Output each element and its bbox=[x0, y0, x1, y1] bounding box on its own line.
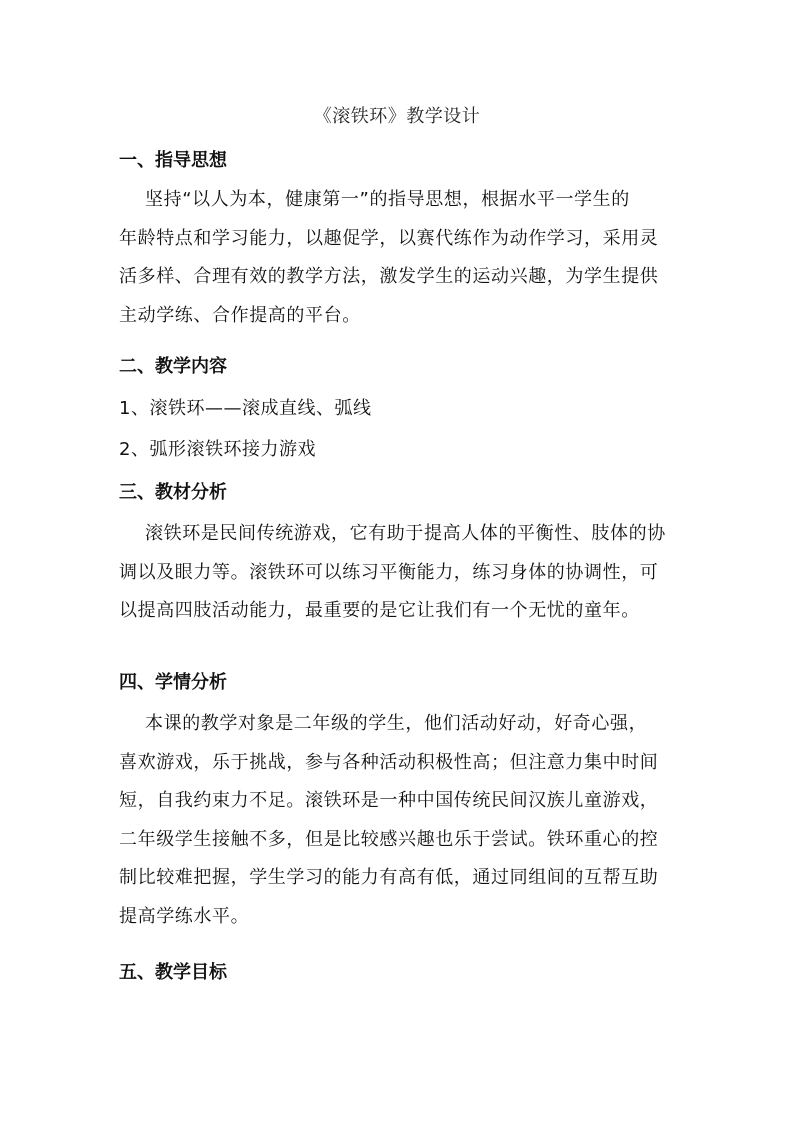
paragraph-line: 主动学练、合作提高的平台。 bbox=[119, 304, 361, 326]
section-heading-material-analysis: 三、教材分析 bbox=[119, 482, 227, 503]
paragraph-line: 坚持“以人为本，健康第一”的指导思想，根据水平一学生的 bbox=[145, 189, 630, 210]
section-heading-student-analysis: 四、学情分析 bbox=[119, 672, 227, 693]
paragraph-line: 提高学练水平。 bbox=[119, 905, 250, 927]
paragraph-line: 短，自我约束力不足。滚铁环是一种中国传统民间汉族儿童游戏， bbox=[119, 790, 659, 811]
paragraph-line: 以提高四肢活动能力，最重要的是它让我们有一个无忧的童年。 bbox=[119, 600, 640, 621]
section-heading-guiding-ideology: 一、指导思想 bbox=[119, 150, 227, 171]
section-heading-teaching-objectives: 五、教学目标 bbox=[119, 962, 227, 983]
section-paragraph-material-analysis bbox=[119, 515, 699, 631]
paragraph-line: 年龄特点和学习能力，以趣促学，以赛代练作为动作学习，采用灵 bbox=[119, 227, 659, 249]
content-item: 1、滚铁环——滚成直线、弧线 bbox=[119, 398, 372, 419]
section-heading-teaching-content: 二、教学内容 bbox=[119, 356, 227, 377]
content-item: 2、弧形滚铁环接力游戏 bbox=[119, 439, 316, 460]
paragraph-line: 活多样、合理有效的教学方法，激发学生的运动兴趣，为学生提供 bbox=[119, 266, 659, 287]
section-paragraph-guiding-ideology bbox=[119, 181, 679, 335]
paragraph-line: 喜欢游戏，乐于挑战，参与各种活动积极性高；但注意力集中时间 bbox=[119, 751, 659, 773]
document-title: 《滚铁环》教学设计 bbox=[313, 106, 481, 127]
paragraph-line: 本课的教学对象是二年级的学生，他们活动好动，好奇心强， bbox=[145, 713, 648, 734]
paragraph-line: 滚铁环是民间传统游戏，它有助于提高人体的平衡性、肢体的协 bbox=[145, 523, 666, 544]
section-paragraph-student-analysis bbox=[119, 705, 679, 936]
paragraph-line: 二年级学生接触不多，但是比较感兴趣也乐于尝试。铁环重心的控 bbox=[119, 828, 659, 850]
paragraph-line: 制比较难把握，学生学习的能力有高有低，通过同组间的互帮互助 bbox=[119, 867, 659, 888]
paragraph-line: 调以及眼力等。滚铁环可以练习平衡能力，练习身体的协调性，可 bbox=[119, 561, 659, 583]
